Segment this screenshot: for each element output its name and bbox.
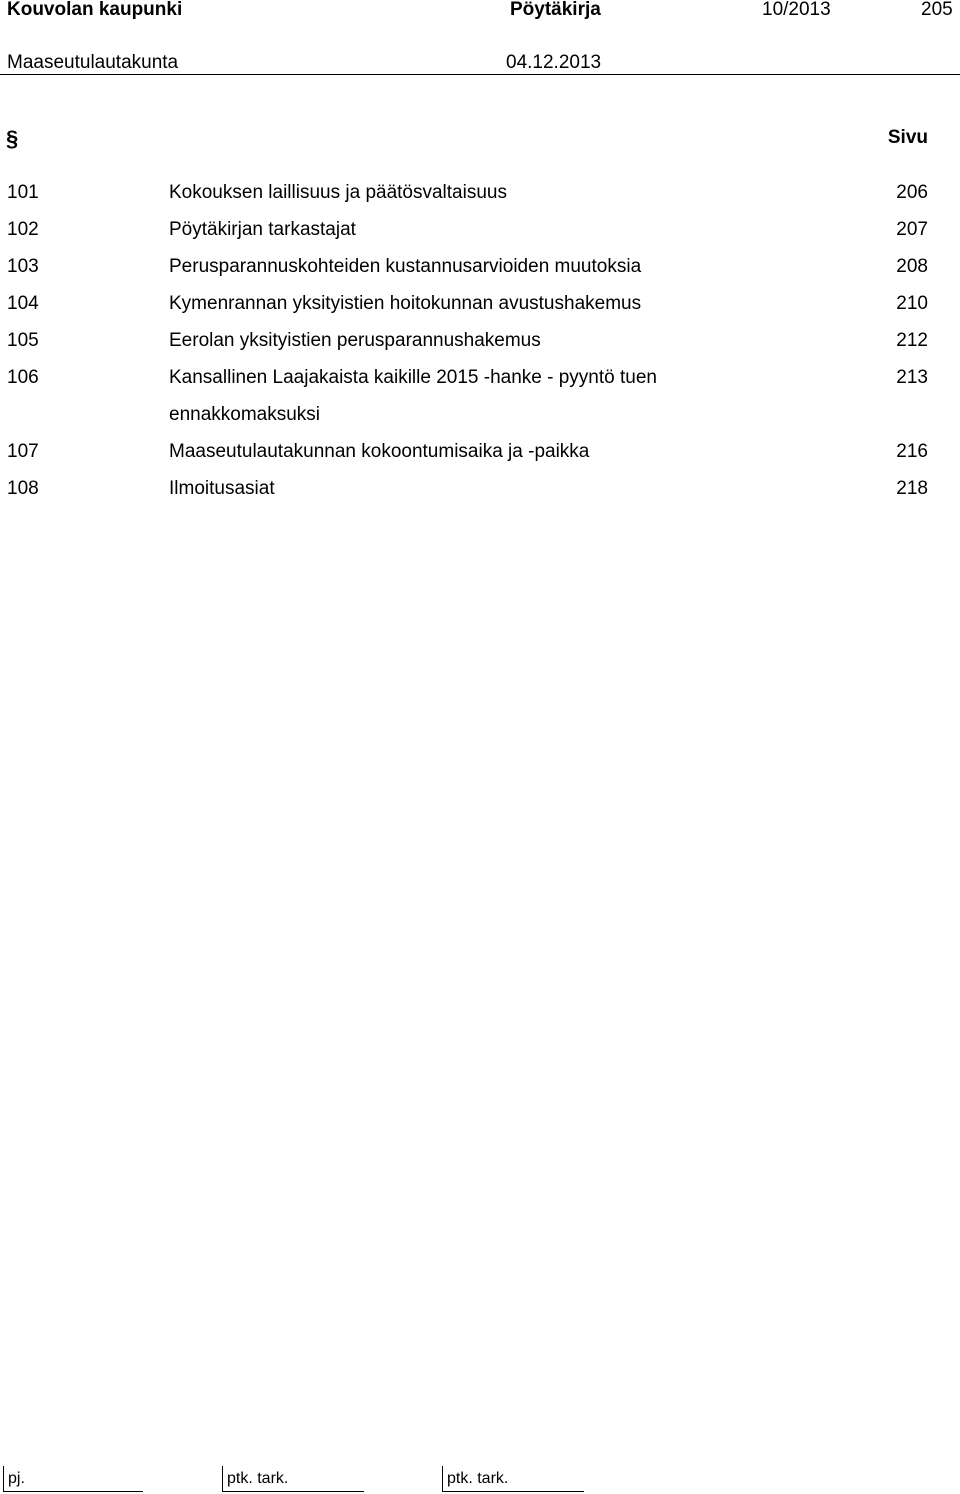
toc-item-page: 218 [896,478,928,499]
page-number: 205 [921,0,953,20]
toc-item-title: Perusparannuskohteiden kustannusarvioiden muutoksia [169,256,642,277]
toc-item [0,322,960,359]
toc-item-number: 104 [7,293,39,314]
toc-item-title: Pöytäkirjan tarkastajat [169,219,356,240]
toc-item-page: 207 [896,219,928,240]
header-rule [0,74,960,75]
toc-item [0,248,960,285]
toc-item-number: 103 [7,256,39,277]
meeting-date: 04.12.2013 [506,52,602,73]
signature-field-examiner-2: ptk. tark. [442,1466,584,1492]
toc-item-page: 206 [896,182,928,203]
toc-item-number: 106 [7,367,39,388]
toc-item [0,433,960,470]
toc-item-page: 212 [896,330,928,351]
toc-item-title: Kokouksen laillisuus ja päätösvaltaisuus [169,182,507,203]
toc-item [0,285,960,322]
document-type: Pöytäkirja [510,0,601,20]
toc-item-title: Kansallinen Laajakaista kaikille 2015 -hanke - pyyntö tuen ennakkomaksuksi [169,367,657,425]
committee-name: Maaseutulautakunta [7,52,179,73]
toc-item-title: Maaseutulautakunnan kokoontumisaika ja -paikka [169,441,590,462]
toc-item-page: 210 [896,293,928,314]
toc-item [0,470,960,507]
meeting-number: 10/2013 [762,0,831,20]
toc-item-number: 107 [7,441,39,462]
toc-item-number: 102 [7,219,39,240]
signature-field-chair: pj. [3,1466,143,1492]
toc-item-title: Eerolan yksityistien perusparannushakemus [169,330,541,351]
toc-item [0,211,960,248]
organization-name: Kouvolan kaupunki [7,0,183,20]
page-column-heading: Sivu [887,127,928,148]
toc-item-number: 108 [7,478,39,499]
toc-item [0,359,960,433]
section-sign-heading: § [6,126,19,151]
toc-item-page: 208 [896,256,928,277]
toc-item [0,174,960,211]
toc-item-page: 216 [896,441,928,462]
toc-item-title: Ilmoitusasiat [169,478,275,499]
toc-item-page: 213 [896,367,928,388]
signature-field-examiner-1: ptk. tark. [222,1466,364,1492]
toc-item-number: 101 [7,182,39,203]
toc-item-title: Kymenrannan yksityistien hoitokunnan avustushakemus [169,293,642,314]
toc-item-number: 105 [7,330,39,351]
table-of-contents [0,174,960,507]
